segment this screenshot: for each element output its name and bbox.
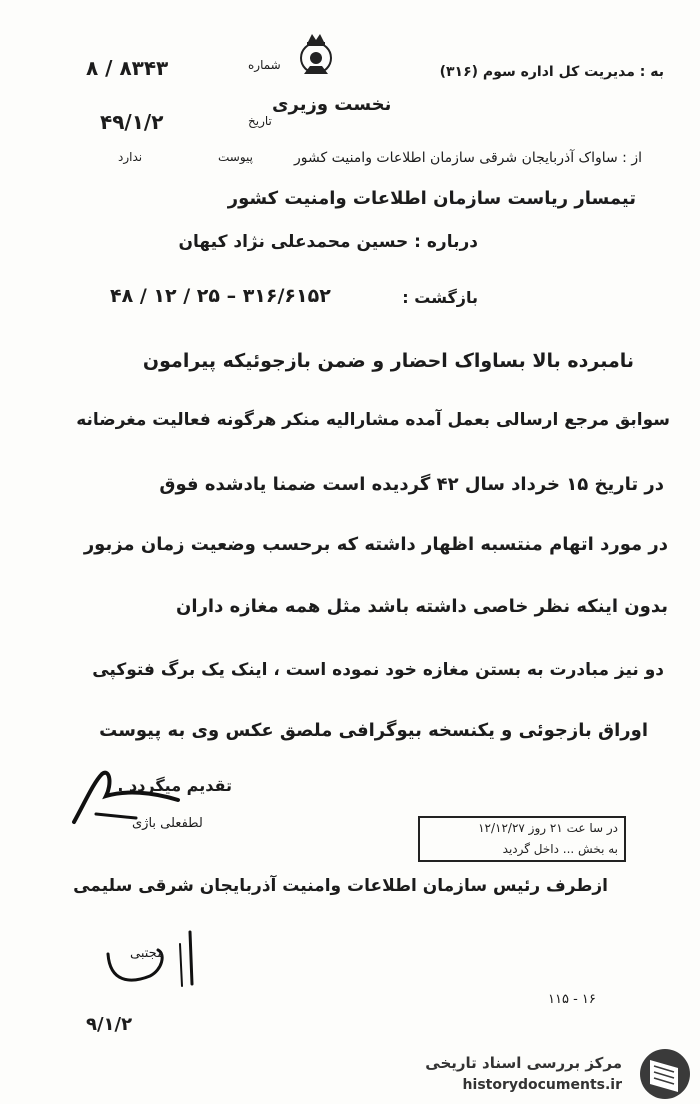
royal-seal-icon bbox=[290, 30, 342, 82]
attachment-label: پیوست bbox=[218, 150, 253, 164]
letterhead-title: نخست وزیری bbox=[272, 94, 392, 115]
attachment-value: ندارد bbox=[118, 150, 143, 164]
watermark-en: historydocuments.ir bbox=[462, 1077, 622, 1093]
subject-line: درباره : حسین محمدعلی نژاد کیهان bbox=[178, 232, 478, 252]
body-line-2: سوابق مرجع ارسالی بعمل آمده مشارالیه منکر هرگونه فعالیت مغرضانه bbox=[76, 410, 670, 430]
stamp-line-2: به بخش ... داخل گردید bbox=[502, 842, 618, 856]
handwritten-date: ۹/۱/۲ bbox=[86, 1014, 133, 1035]
watermark bbox=[425, 1046, 700, 1104]
from-line: از : ساواک آذربایجان شرقی سازمان اطلاعات وامنیت کشور bbox=[294, 150, 642, 166]
chief-line: ازطرف رئیس سازمان اطلاعات وامنیت آذربایجان شرقی سلیمی bbox=[73, 876, 608, 896]
sender-unit-line: تیمسار ریاست سازمان اطلاعات وامنیت کشور bbox=[227, 188, 636, 209]
body-line-6: دو نیز مبادرت به بستن مغازه خود نموده است ، اینک یک برگ فتوکپی bbox=[92, 660, 664, 680]
page-code: ۱۱۵ - ۱۶ bbox=[548, 992, 596, 1007]
body-line-1: نامبرده بالا بساواک احضار و ضمن بازجوئیکه پیرامون bbox=[142, 350, 634, 372]
reference-label: بازگشت : bbox=[402, 288, 478, 307]
reference-value: ۳۱۶/۶۱۵۲ – ۲۵ / ۱۲ / ۴۸ bbox=[110, 285, 331, 307]
watermark-fa: مرکز بررسی اسناد تاریخی bbox=[425, 1054, 622, 1072]
handwritten-initial-mark bbox=[100, 924, 210, 1004]
signature-name: لطفعلی باژی bbox=[132, 816, 203, 831]
body-line-8: تقدیم میگردد . bbox=[117, 776, 232, 795]
receipt-stamp bbox=[418, 816, 626, 862]
body-line-3: در تاریخ ۱۵ خرداد سال ۴۲ گردیده است ضمنا یادشده فوق bbox=[159, 474, 664, 495]
body-line-4: در مورد اتهام منتسبه اظهار داشته که برحسب وضعیت زمان مزبور bbox=[83, 534, 668, 555]
body-line-5: بدون اینکه نظر خاصی داشته باشد مثل همه مغازه داران bbox=[176, 596, 668, 617]
date-label: تاریخ bbox=[248, 114, 272, 128]
archive-logo-icon bbox=[636, 1046, 694, 1102]
stamp-line-1: در سا عت ۲۱ روز ۱۲/۱۲/۲۷ bbox=[478, 821, 618, 835]
number-value: ۸ / ۸۳۴۳ bbox=[86, 56, 169, 80]
initial-name: مجتبی bbox=[130, 946, 165, 961]
addressee-line: به : مدیریت کل اداره سوم (۳۱۶) bbox=[439, 64, 664, 80]
number-label: شماره bbox=[248, 58, 281, 72]
date-value: ۴۹/۱/۲ bbox=[100, 110, 164, 134]
body-line-7: اوراق بازجوئی و یکنسخه بیوگرافی ملصق عکس وی به پیوست bbox=[99, 720, 648, 741]
